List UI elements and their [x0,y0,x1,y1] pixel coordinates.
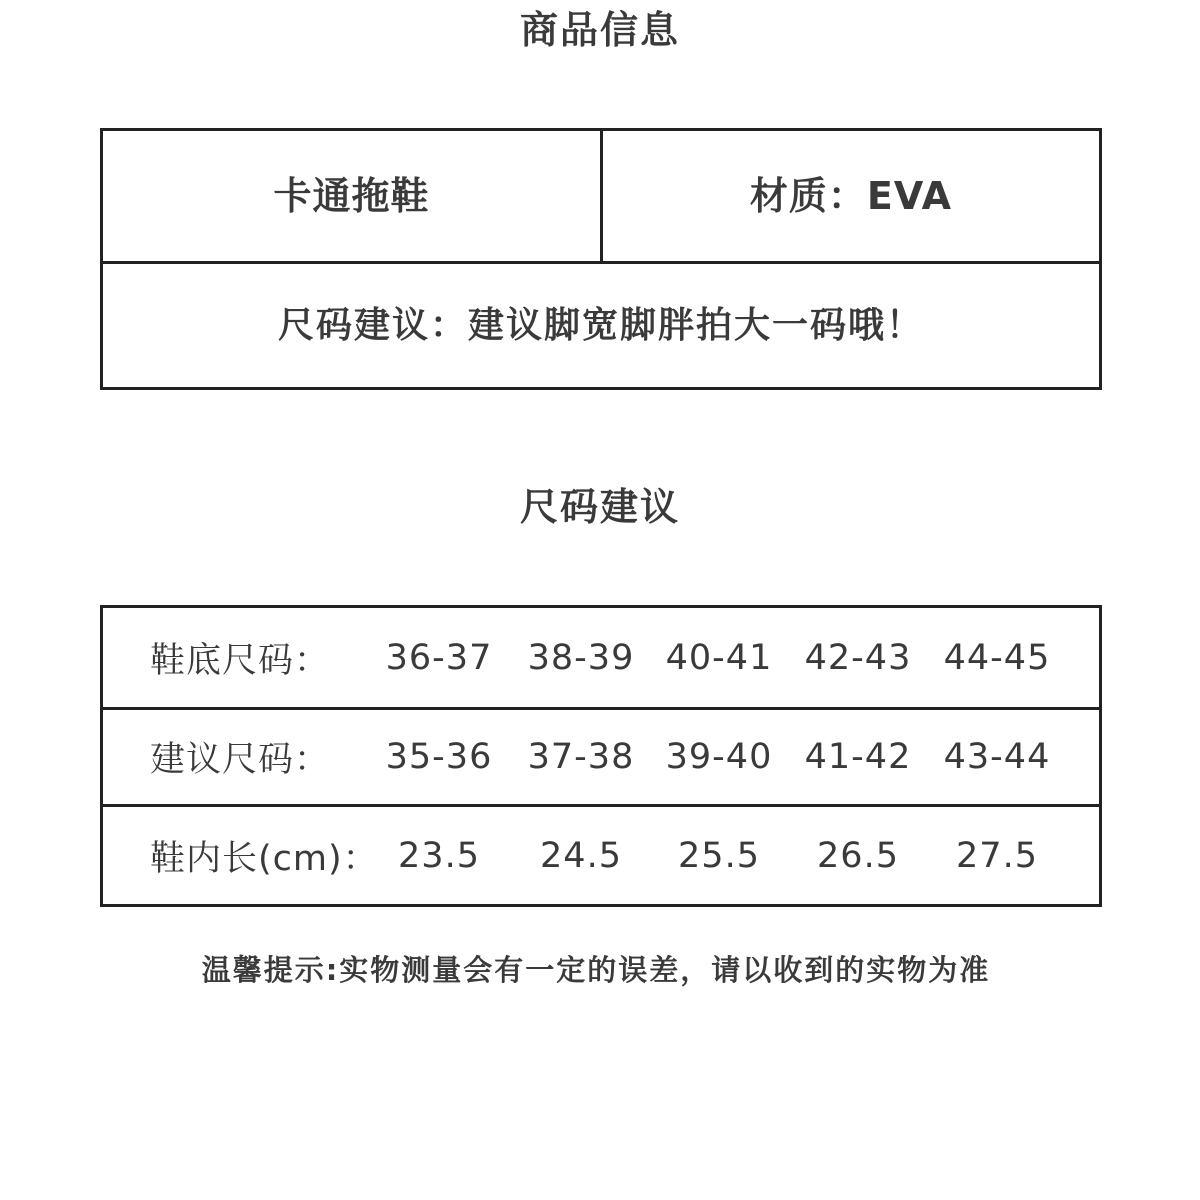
table-cell: 36-37 [385,637,493,678]
table-cell: 39-40 [665,737,773,777]
table-row-inner-length [103,807,1099,904]
product-info-row [103,131,1099,264]
product-name-cell: 卡通拖鞋 [103,131,603,261]
row-label: 鞋内长(cm)： [150,838,379,879]
table-cell: 37-38 [527,737,635,777]
product-info-table [100,128,1102,390]
row-label: 建议尺码： [150,740,331,780]
table-cell: 38-39 [527,637,635,678]
size-chart-title: 尺码建议 [519,485,680,529]
table-row-suggested-size [103,710,1099,807]
table-cell: 23.5 [398,835,480,876]
table-cell: 43-44 [943,737,1051,777]
material-cell: 材质：EVA [749,174,953,218]
product-info-title: 商品信息 [519,8,680,52]
row-label: 鞋底尺码： [150,640,331,681]
table-cell: 42-43 [804,637,912,678]
table-row-sole-size [103,608,1099,710]
table-cell: 41-42 [804,737,912,777]
table-cell: 44-45 [943,637,1051,678]
table-cell: 35-36 [385,737,493,777]
size-advice-cell: 尺码建议：建议脚宽脚胖拍大一码哦！ [277,305,924,346]
table-cell: 25.5 [678,835,760,876]
table-cell: 27.5 [956,835,1038,876]
table-cell: 26.5 [817,835,899,876]
measurement-tip: 温馨提示:实物测量会有一定的误差，请以收到的实物为准 [201,953,991,987]
table-cell: 24.5 [540,835,622,876]
size-chart-table [100,605,1102,907]
table-cell: 40-41 [665,637,773,678]
